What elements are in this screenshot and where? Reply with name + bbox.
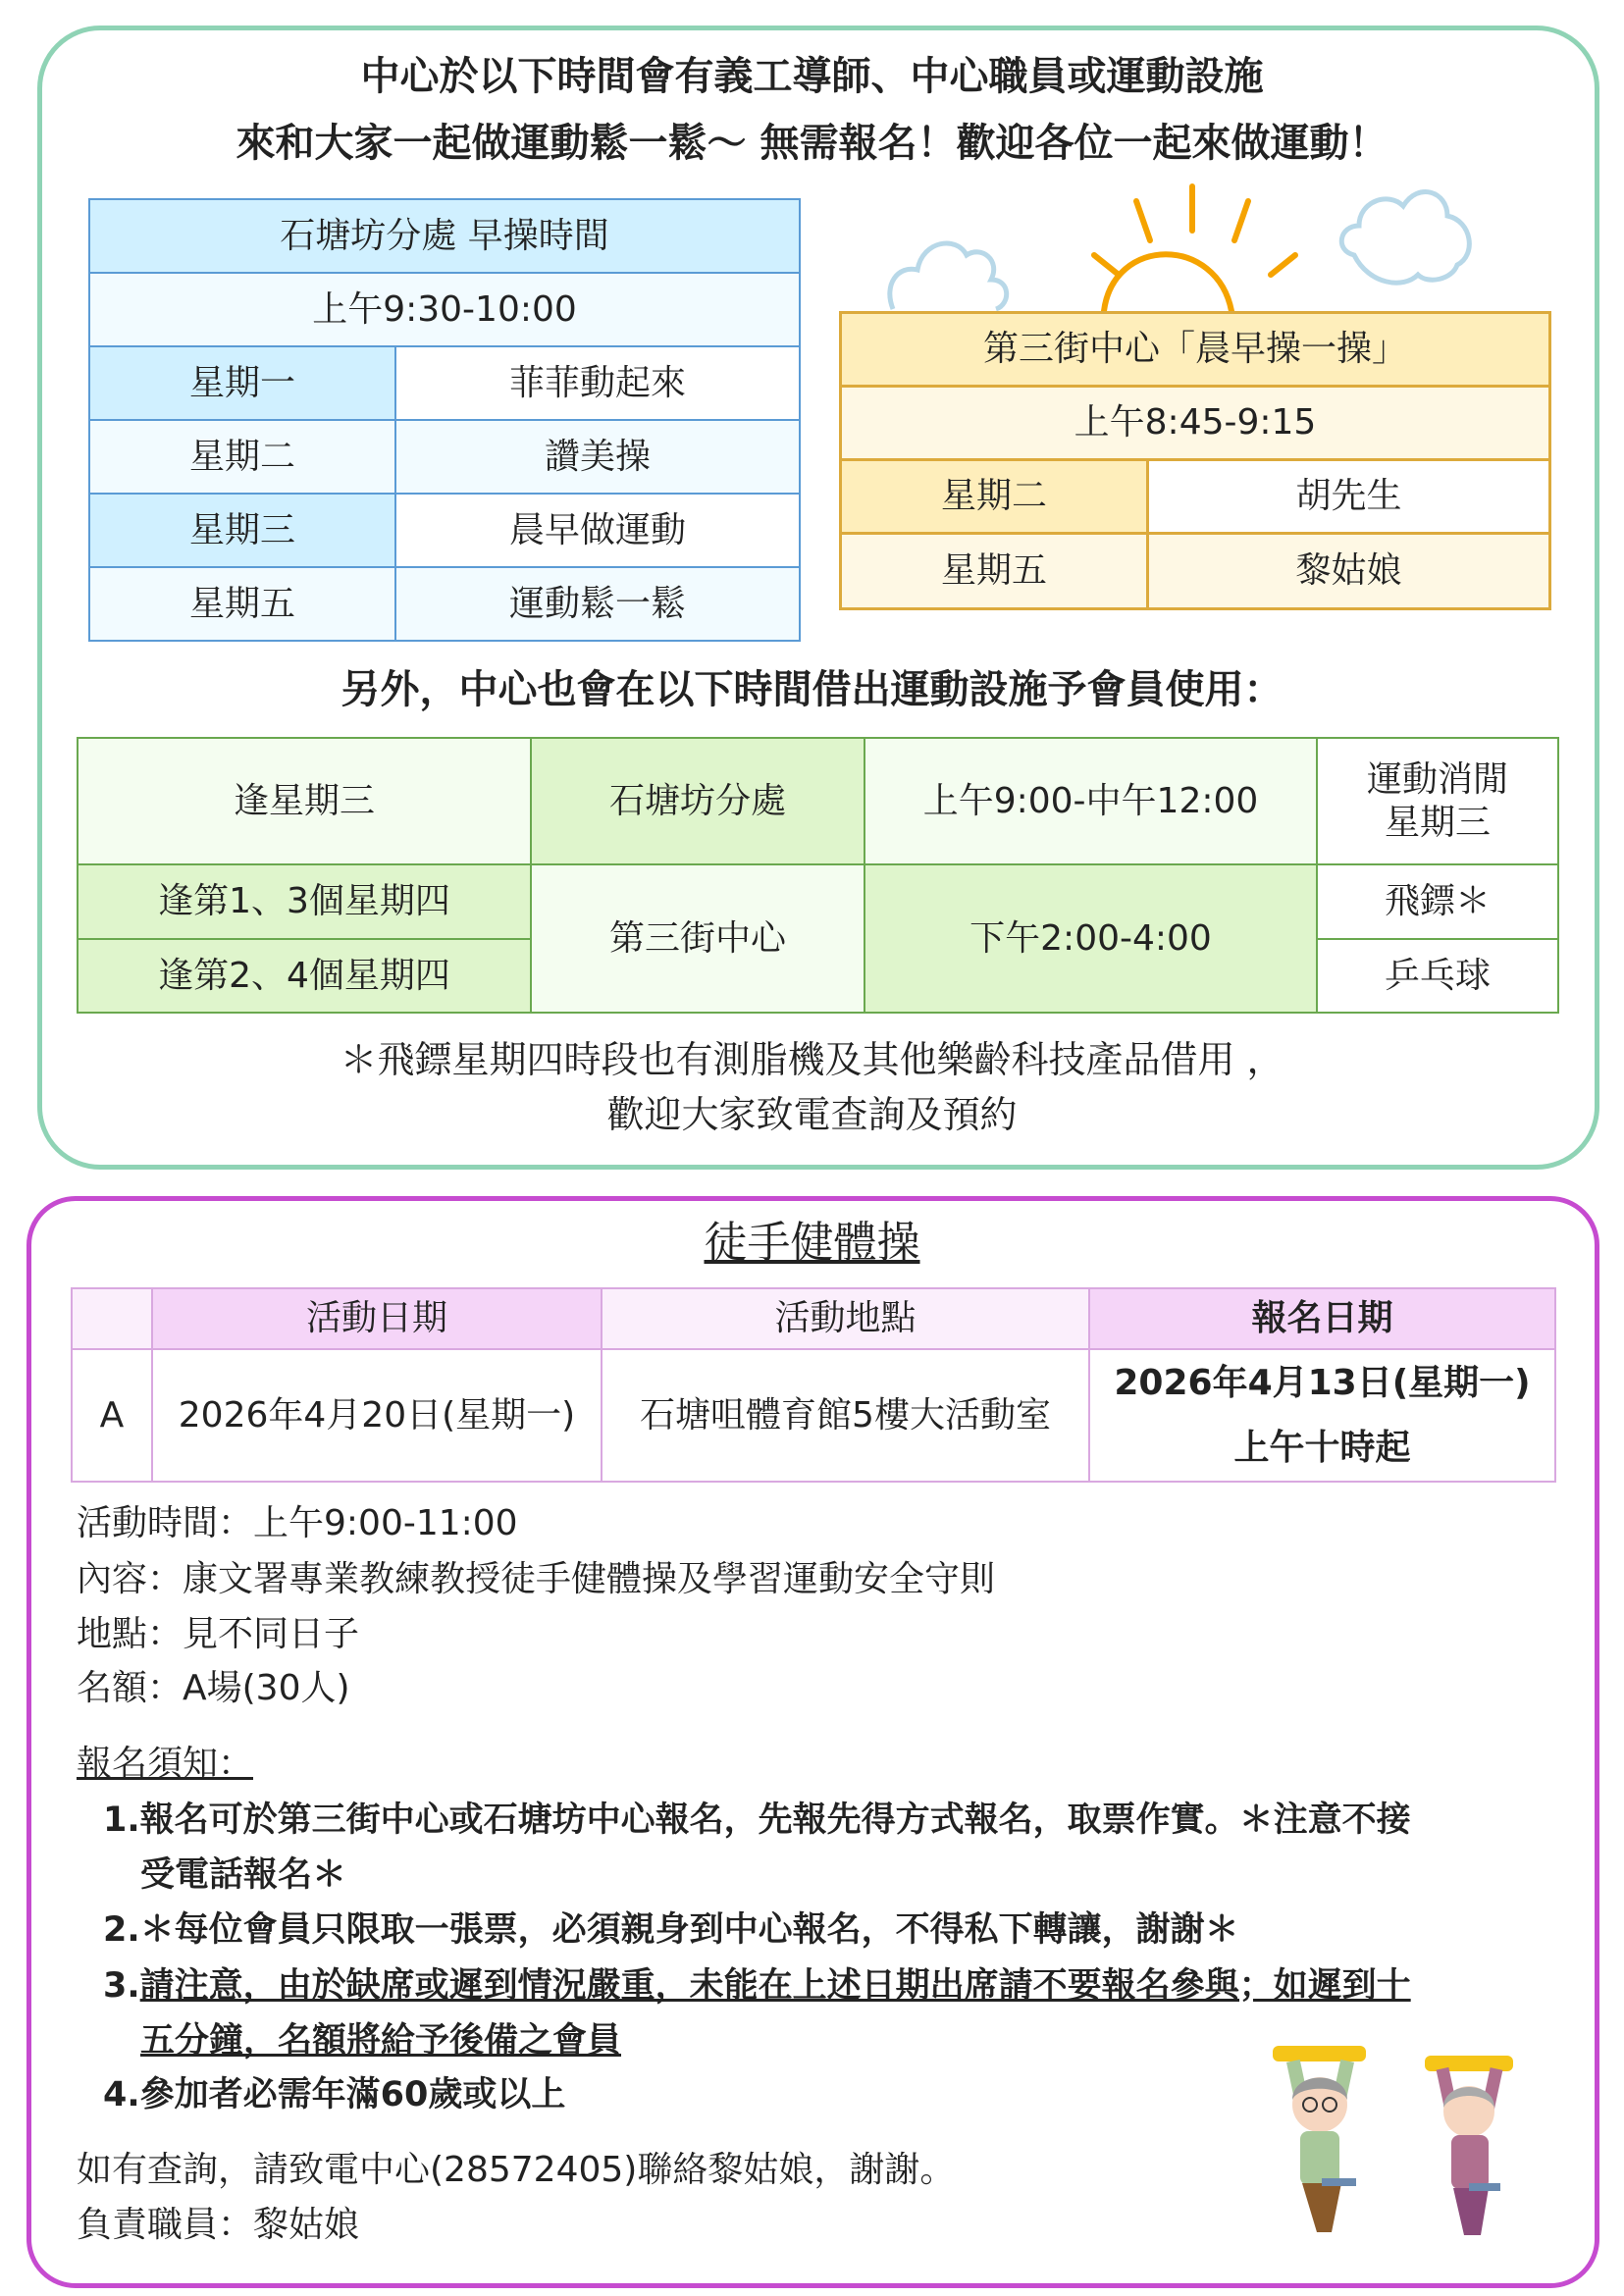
- notice-text: 報名可於第三街中心或石塘坊中心報名，先報先得方式報名，取票作實。＊注意不接: [139, 1800, 1411, 1840]
- cloud-icon: [890, 192, 1470, 309]
- instructor-cell: 黎姑娘: [1148, 534, 1550, 609]
- notice-num: 2.: [103, 1910, 140, 1950]
- activity-cell: 飛鏢＊: [1317, 864, 1558, 939]
- table-title: 石塘坊分處 早操時間: [89, 199, 800, 273]
- facilities-note-line-1: ＊飛鏢星期四時段也有測脂機及其他樂齡科技產品借用 ，: [340, 1038, 1284, 1081]
- contact-info: 如有查詢，請致電中心(28572405)聯絡黎姑娘，謝謝。: [77, 2150, 956, 2190]
- info-time: 活動時間：上午9:00-11:00: [77, 1503, 518, 1543]
- notice-item-cont: 受電話報名＊: [140, 1855, 347, 1895]
- notice-text: ＊每位會員只限取一張票，必須親身到中心報名，不得私下轉讓，謝謝＊: [139, 1910, 1239, 1950]
- notice-item: [103, 1964, 1411, 2008]
- activity-cell: 運動鬆一鬆: [395, 567, 800, 641]
- shektong-schedule-table: [88, 198, 801, 642]
- table-time: 上午9:30-10:00: [89, 273, 800, 346]
- notice-text: 請注意，由於缺席或遲到情況嚴重，未能在上述日期出席請不要報名參與；如遲到十: [139, 1966, 1411, 2006]
- table-title: 第三街中心「晨早操一操」: [841, 313, 1550, 387]
- venue-cell: 石塘坊分處: [531, 738, 864, 864]
- header-cell: 活動日期: [152, 1288, 602, 1349]
- session-cell: A: [72, 1349, 152, 1482]
- notice-num: 1.: [103, 1800, 140, 1840]
- staff-info: 負責職員：黎姑娘: [77, 2205, 360, 2245]
- activity-cell: [1317, 738, 1558, 864]
- table-time: 上午8:45-9:15: [841, 387, 1550, 460]
- activity-line: 星期三: [1384, 802, 1491, 843]
- notice-item: [103, 1908, 1239, 1952]
- reg-line: 上午十時起: [1233, 1427, 1411, 1468]
- notice-item-cont: 五分鐘，名額將給予後備之會員: [140, 2021, 622, 2061]
- info-quota: 名額：A場(30人): [77, 1668, 350, 1708]
- facilities-heading: 另外，中心也會在以下時間借出運動設施予會員使用：: [341, 667, 1283, 712]
- senior-man-figure: [1273, 2046, 1366, 2232]
- instructor-cell: 胡先生: [1148, 460, 1550, 534]
- day-cell: 星期一: [89, 346, 395, 420]
- notice-text: 參加者必需年滿60歲或以上: [139, 2075, 566, 2114]
- exercise-table: [71, 1287, 1556, 1483]
- exercise-title-text: 徒手健體操: [704, 1218, 920, 1268]
- notice-item: [103, 2073, 565, 2116]
- time-cell: 上午9:00-中午12:00: [864, 738, 1317, 864]
- sun-icon: [1094, 186, 1295, 311]
- notice-num: 4.: [103, 2075, 140, 2114]
- exercise-title: [0, 1217, 1624, 1270]
- venue-cell: 第三街中心: [531, 864, 864, 1013]
- time-cell: 下午2:00-4:00: [864, 864, 1317, 1013]
- activity-line: 運動消閒: [1366, 758, 1508, 800]
- venue-cell: 石塘咀體育館5樓大活動室: [602, 1349, 1089, 1482]
- notice-num: 3.: [103, 1966, 140, 2006]
- activity-cell: 乒乓球: [1317, 939, 1558, 1013]
- senior-woman-figure: [1425, 2056, 1513, 2235]
- day-cell: 逢星期三: [78, 738, 531, 864]
- activity-cell: 讚美操: [395, 420, 800, 494]
- info-content: 內容：康文署專業教練教授徒手健體操及學習運動安全守則: [77, 1559, 996, 1599]
- intro-line-2: 來和大家一起做運動鬆一鬆～ 無需報名！歡迎各位一起來做運動！: [236, 121, 1388, 166]
- facilities-note-line-2: 歡迎大家致電查詢及預約: [606, 1093, 1018, 1136]
- registration-date-cell: [1089, 1349, 1555, 1482]
- day-cell: 星期二: [841, 460, 1148, 534]
- sun-and-clouds-illustration: [883, 177, 1511, 314]
- header-cell: 活動地點: [602, 1288, 1089, 1349]
- day-cell: 星期五: [841, 534, 1148, 609]
- seniors-exercising-illustration: [1263, 2041, 1557, 2247]
- notice-item: [103, 1799, 1411, 1842]
- date-cell: 2026年4月20日(星期一): [152, 1349, 602, 1482]
- notice-title: 報名須知：: [77, 1744, 254, 1784]
- facilities-table: [77, 737, 1559, 1014]
- header-cell: 報名日期: [1089, 1288, 1555, 1349]
- day-cell: 星期五: [89, 567, 395, 641]
- activity-cell: 晨早做運動: [395, 494, 800, 567]
- reg-line: 2026年4月13日(星期一): [1114, 1362, 1531, 1403]
- intro-line-1: 中心於以下時間會有義工導師、中心職員或運動設施: [360, 54, 1264, 99]
- info-location: 地點：見不同日子: [77, 1614, 360, 1654]
- activity-cell: 菲菲動起來: [395, 346, 800, 420]
- header-cell: [72, 1288, 152, 1349]
- day-cell: 星期二: [89, 420, 395, 494]
- day-cell: 逢第1、3個星期四: [78, 864, 531, 939]
- third-street-schedule-table: [839, 311, 1551, 610]
- day-cell: 星期三: [89, 494, 395, 567]
- day-cell: 逢第2、4個星期四: [78, 939, 531, 1013]
